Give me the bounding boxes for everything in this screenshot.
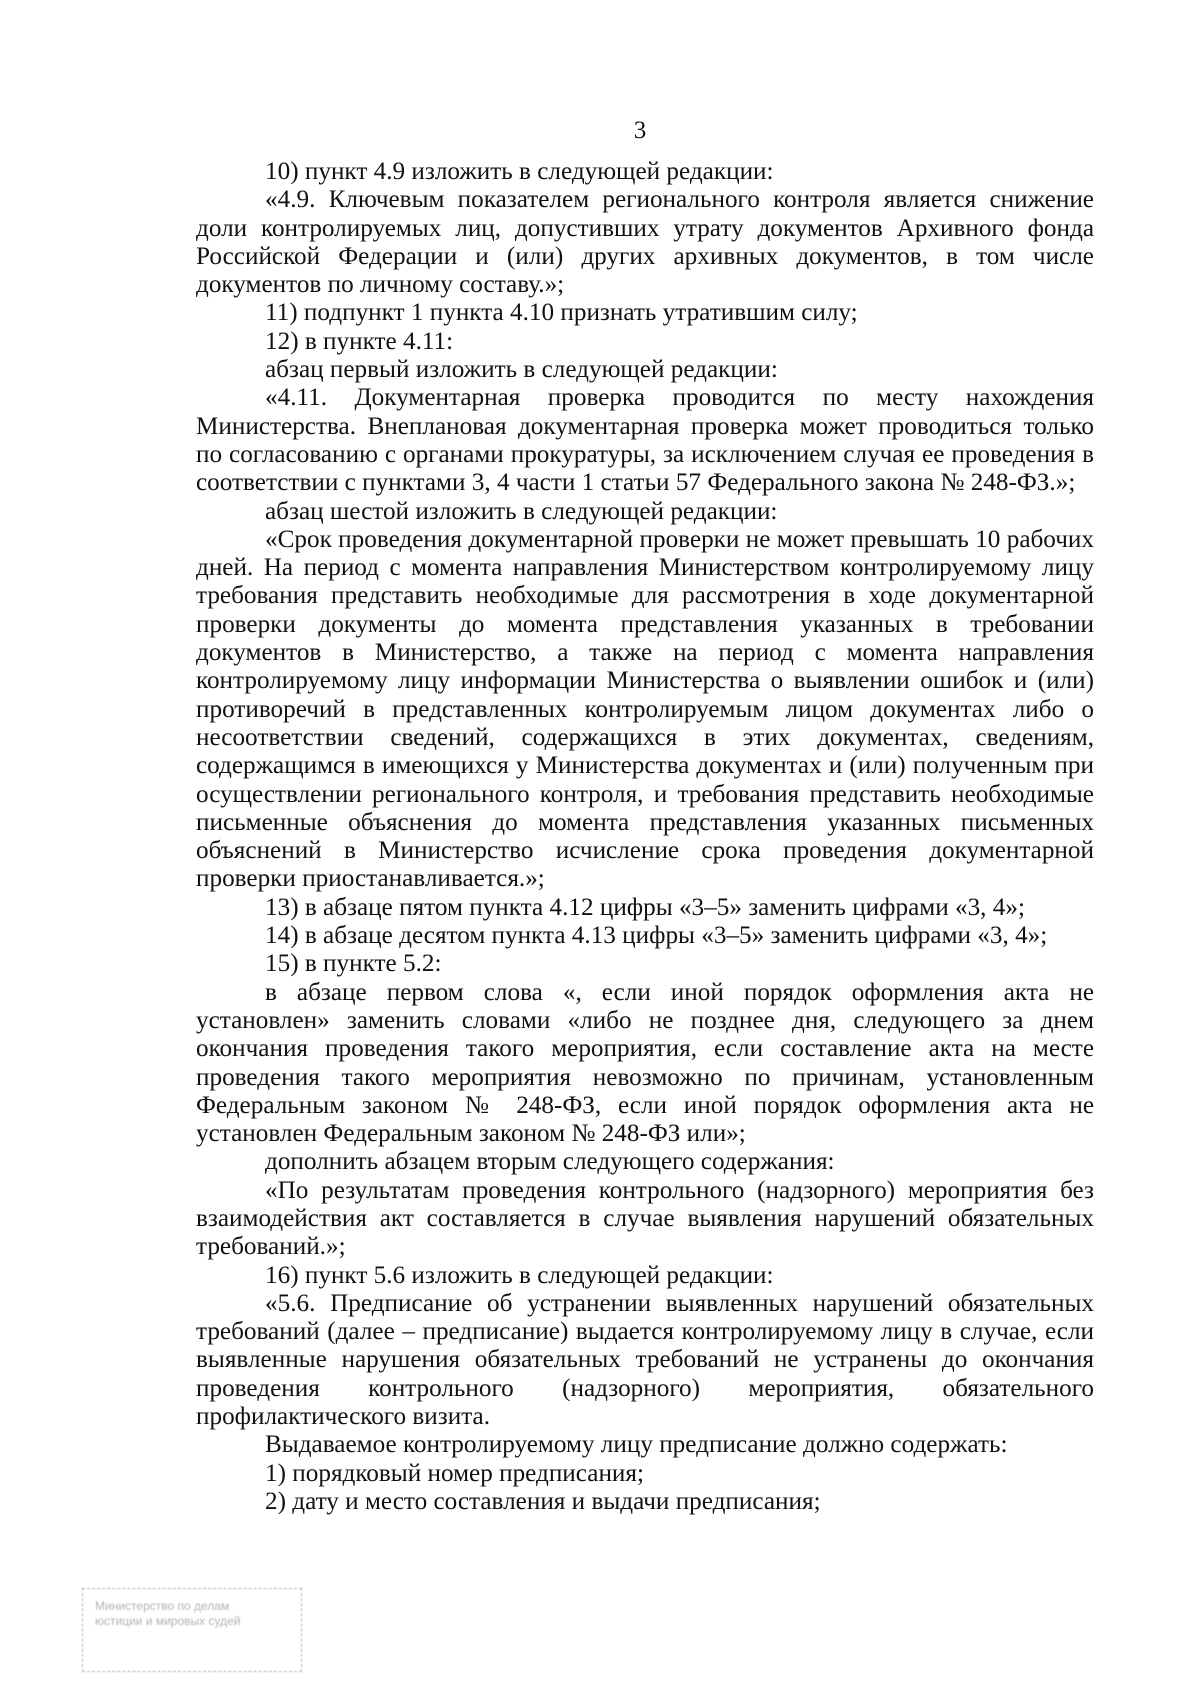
paragraph: 16) пункт 5.6 изложить в следующей редакции: xyxy=(265,1261,774,1289)
stamp-line: юстиции и мировых судей xyxy=(95,1614,241,1628)
paragraph: 11) подпункт 1 пункта 4.10 признать утратившим силу; xyxy=(265,299,858,327)
paragraph: «По результатам проведения контрольного (надзорного) мероприятия без взаимодействия акт составляется в случае выявления нарушений обязательных требований.»; xyxy=(196,1176,1094,1261)
stamp-line: Министерство по делам xyxy=(95,1599,230,1613)
paragraph: «4.9. Ключевым показателем регионального контроля является снижение доли контролируемых лиц, допустивших утрату документов Архивного фонда Российской Федерации и (или) других архивных документов, в том числе документов по личному составу.»; xyxy=(196,186,1094,299)
paragraph: 2) дату и место составления и выдачи предписания; xyxy=(265,1487,821,1515)
paragraph: 14) в абзаце десятом пункта 4.13 цифры «3–5» заменить цифрами «3, 4»; xyxy=(265,922,1048,950)
registration-stamp xyxy=(82,1588,302,1672)
paragraph: «5.6. Предписание об устранении выявленных нарушений обязательных требований (далее – предписание) выдается контролируемому лицу в случае, если выявленные нарушения обязательных требований не устранены до окончания проведения контрольного (надзорного) мероприятия, обязательного профилактического визита. xyxy=(196,1289,1094,1431)
paragraph: абзац шестой изложить в следующей редакции: xyxy=(265,497,778,525)
document-body xyxy=(196,158,1094,1516)
paragraph: 10) пункт 4.9 изложить в следующей редакции: xyxy=(265,158,774,185)
paragraph: абзац первый изложить в следующей редакции: xyxy=(265,356,778,384)
paragraph: 12) в пункте 4.11: xyxy=(265,327,454,355)
paragraph: «4.11. Документарная проверка проводится по месту нахождения Министерства. Внеплановая документарная проверка может проводиться только по согласованию с органами прокуратуры, за исключением случая ее проведения в соответствии с пунктами 3, 4 части 1 статьи 57 Федерального закона № 248-ФЗ.»; xyxy=(196,384,1094,497)
paragraph: 13) в абзаце пятом пункта 4.12 цифры «3–5» заменить цифрами «3, 4»; xyxy=(265,893,1025,921)
paragraph: в абзаце первом слова «, если иной порядок оформления акта не установлен» заменить словами «либо не позднее дня, следующего за днем окончания проведения такого мероприятия, если составление акта на месте проведения такого мероприятия невозможно по причинам, установленным Федеральным законом № 248-ФЗ, если иной порядок оформления акта не установлен Федеральным законом № 248-ФЗ или»; xyxy=(196,978,1094,1148)
paragraph: дополнить абзацем вторым следующего содержания: xyxy=(265,1148,835,1176)
paragraph: 1) порядковый номер предписания; xyxy=(265,1459,644,1487)
paragraph: Выдаваемое контролируемому лицу предписание должно содержать: xyxy=(265,1431,1008,1459)
paragraph: «Срок проведения документарной проверки не может превышать 10 рабочих дней. На период с момента направления Министерством контролируемому лицу требования представить необходимые для рассмотрения в ходе документарной проверки документы до момента представления указанных в требовании документов в Министерство, а также на период с момента направления контролируемому лицу информации Министерства о выявлении ошибок и (или) противоречий в представленных контролируемым лицом документах либо о несоответствии сведений, содержащихся в этих документах, сведениям, содержащимся в имеющихся у Министерства документах и (или) полученным при осуществлении регионального контроля, и требования представить необходимые письменные объяснения до момента представления указанных письменных объяснений в Министерство исчисление срока проведения документарной проверки приостанавливается.»; xyxy=(196,525,1094,893)
page-number: 3 xyxy=(633,117,647,144)
paragraph: 15) в пункте 5.2: xyxy=(265,950,442,978)
